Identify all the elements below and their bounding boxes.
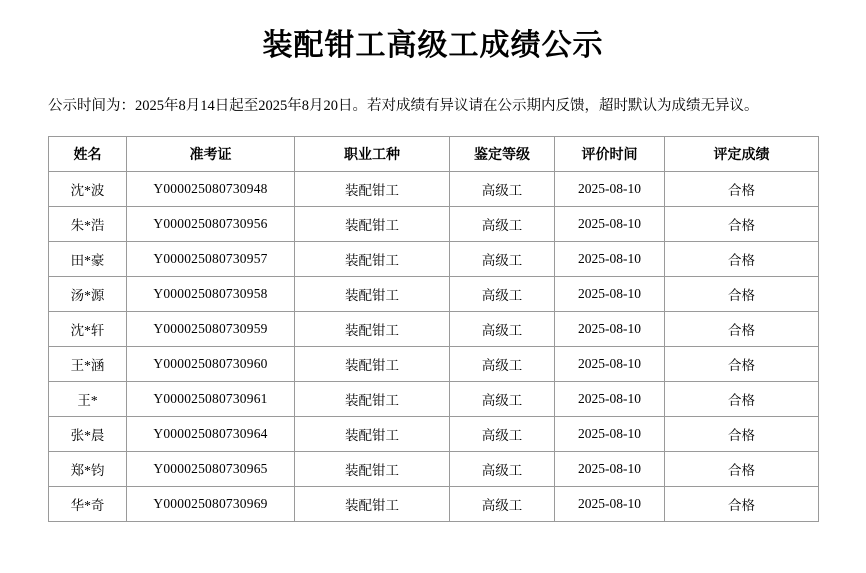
column-header-evaluation-date: 评价时间 bbox=[555, 136, 665, 171]
cell-level: 高级工 bbox=[450, 486, 555, 521]
table-row bbox=[49, 276, 819, 311]
cell-admission-code: Y000025080730958 bbox=[127, 276, 295, 311]
column-header-level: 鉴定等级 bbox=[450, 136, 555, 171]
cell-result: 合格 bbox=[665, 241, 819, 276]
cell-name: 田*豪 bbox=[49, 241, 127, 276]
cell-evaluation-date: 2025-08-10 bbox=[555, 276, 665, 311]
column-header-occupation: 职业工种 bbox=[295, 136, 450, 171]
table-row bbox=[49, 416, 819, 451]
cell-admission-code: Y000025080730969 bbox=[127, 486, 295, 521]
cell-level: 高级工 bbox=[450, 381, 555, 416]
table-row bbox=[49, 346, 819, 381]
cell-name: 汤*源 bbox=[49, 276, 127, 311]
cell-result: 合格 bbox=[665, 486, 819, 521]
column-header-result: 评定成绩 bbox=[665, 136, 819, 171]
cell-level: 高级工 bbox=[450, 346, 555, 381]
page-title: 装配钳工高级工成绩公示 bbox=[262, 29, 604, 62]
cell-level: 高级工 bbox=[450, 416, 555, 451]
cell-name: 沈*轩 bbox=[49, 311, 127, 346]
document-page bbox=[0, 26, 866, 573]
cell-occupation: 装配钳工 bbox=[295, 241, 450, 276]
cell-name: 郑*钧 bbox=[49, 451, 127, 486]
table-row bbox=[49, 171, 819, 206]
column-header-name: 姓名 bbox=[49, 136, 127, 171]
cell-evaluation-date: 2025-08-10 bbox=[555, 416, 665, 451]
cell-admission-code: Y000025080730948 bbox=[127, 171, 295, 206]
cell-occupation: 装配钳工 bbox=[295, 346, 450, 381]
cell-result: 合格 bbox=[665, 276, 819, 311]
cell-admission-code: Y000025080730957 bbox=[127, 241, 295, 276]
table-header-row bbox=[49, 136, 819, 171]
cell-name: 朱*浩 bbox=[49, 206, 127, 241]
cell-result: 合格 bbox=[665, 451, 819, 486]
cell-result: 合格 bbox=[665, 311, 819, 346]
cell-level: 高级工 bbox=[450, 311, 555, 346]
cell-occupation: 装配钳工 bbox=[295, 206, 450, 241]
cell-result: 合格 bbox=[665, 206, 819, 241]
cell-occupation: 装配钳工 bbox=[295, 171, 450, 206]
cell-admission-code: Y000025080730960 bbox=[127, 346, 295, 381]
table-row bbox=[49, 486, 819, 521]
cell-evaluation-date: 2025-08-10 bbox=[555, 311, 665, 346]
cell-evaluation-date: 2025-08-10 bbox=[555, 486, 665, 521]
cell-result: 合格 bbox=[665, 171, 819, 206]
cell-name: 王* bbox=[49, 381, 127, 416]
cell-name: 华*奇 bbox=[49, 486, 127, 521]
cell-name: 张*晨 bbox=[49, 416, 127, 451]
results-table bbox=[48, 136, 819, 522]
cell-admission-code: Y000025080730965 bbox=[127, 451, 295, 486]
cell-evaluation-date: 2025-08-10 bbox=[555, 206, 665, 241]
cell-evaluation-date: 2025-08-10 bbox=[555, 381, 665, 416]
cell-name: 沈*波 bbox=[49, 171, 127, 206]
cell-occupation: 装配钳工 bbox=[295, 311, 450, 346]
cell-admission-code: Y000025080730961 bbox=[127, 381, 295, 416]
cell-level: 高级工 bbox=[450, 241, 555, 276]
cell-result: 合格 bbox=[665, 381, 819, 416]
cell-level: 高级工 bbox=[450, 276, 555, 311]
table-row bbox=[49, 241, 819, 276]
cell-occupation: 装配钳工 bbox=[295, 451, 450, 486]
cell-admission-code: Y000025080730964 bbox=[127, 416, 295, 451]
publication-notice: 公示时间为：2025年8月14日起至2025年8月20日。若对成绩有异议请在公示期内反馈，超时默认为成绩无异议。 bbox=[48, 98, 759, 114]
table-row bbox=[49, 451, 819, 486]
cell-occupation: 装配钳工 bbox=[295, 486, 450, 521]
cell-level: 高级工 bbox=[450, 171, 555, 206]
cell-evaluation-date: 2025-08-10 bbox=[555, 451, 665, 486]
column-header-admission-code: 准考证 bbox=[127, 136, 295, 171]
cell-occupation: 装配钳工 bbox=[295, 276, 450, 311]
cell-admission-code: Y000025080730956 bbox=[127, 206, 295, 241]
cell-result: 合格 bbox=[665, 416, 819, 451]
cell-level: 高级工 bbox=[450, 206, 555, 241]
cell-evaluation-date: 2025-08-10 bbox=[555, 346, 665, 381]
cell-result: 合格 bbox=[665, 346, 819, 381]
cell-occupation: 装配钳工 bbox=[295, 381, 450, 416]
cell-evaluation-date: 2025-08-10 bbox=[555, 171, 665, 206]
table-row bbox=[49, 381, 819, 416]
cell-level: 高级工 bbox=[450, 451, 555, 486]
cell-admission-code: Y000025080730959 bbox=[127, 311, 295, 346]
cell-evaluation-date: 2025-08-10 bbox=[555, 241, 665, 276]
table-row bbox=[49, 311, 819, 346]
results-table-container bbox=[48, 136, 818, 522]
table-row bbox=[49, 206, 819, 241]
cell-occupation: 装配钳工 bbox=[295, 416, 450, 451]
cell-name: 王*涵 bbox=[49, 346, 127, 381]
